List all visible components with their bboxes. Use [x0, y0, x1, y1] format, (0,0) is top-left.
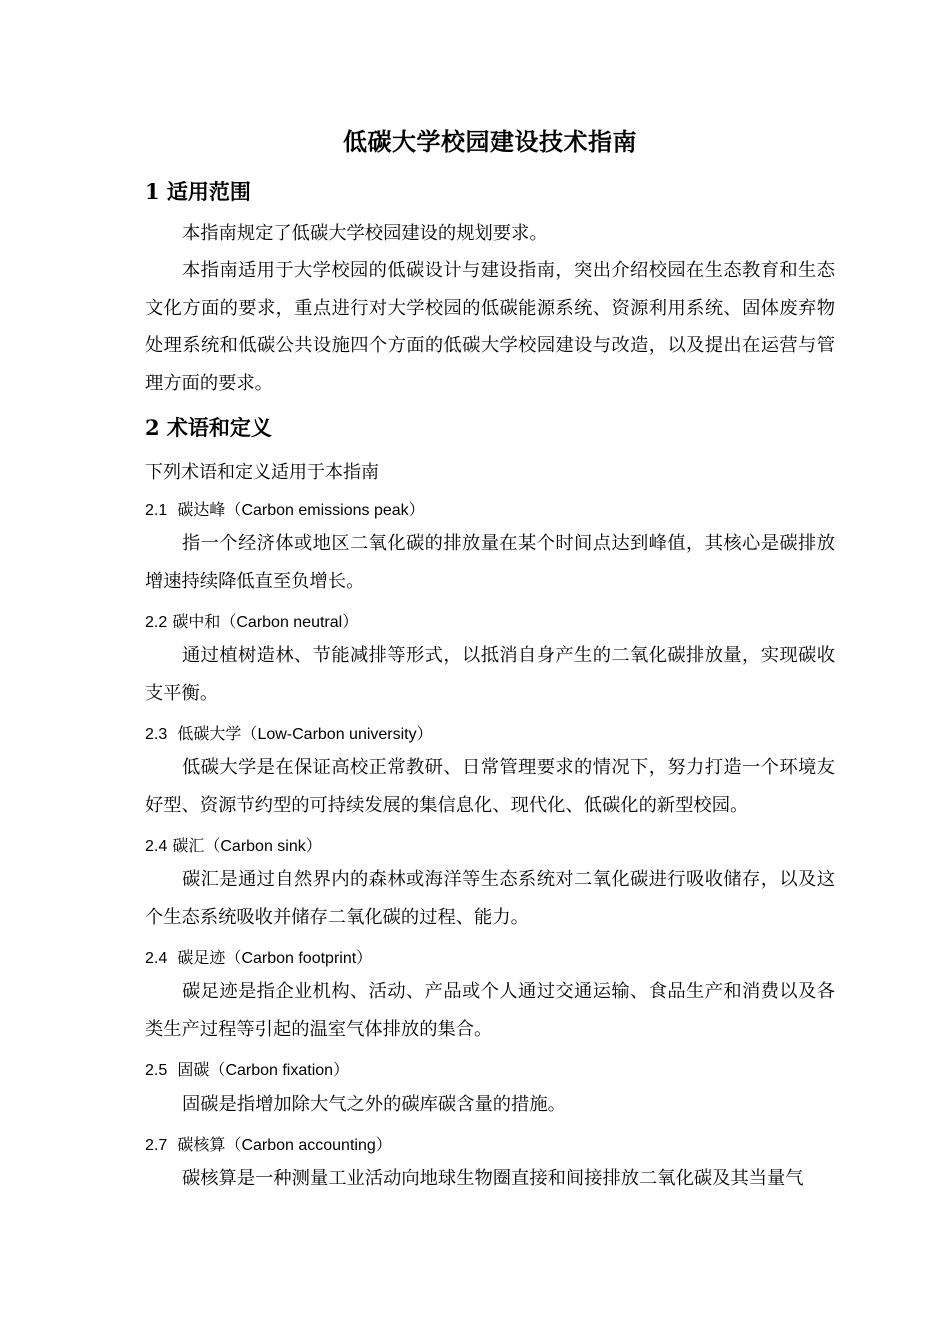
- section-1-paragraph-1: 本指南规定了低碳大学校园建设的规划要求。: [182, 223, 548, 244]
- term-definition: 碳核算是一种测量工业活动向地球生物圈直接和间接排放二氧化碳及其当量气: [182, 1168, 804, 1189]
- term-number: 2.4: [145, 950, 168, 967]
- term-number: 2.3: [145, 726, 168, 743]
- term-cn: 碳中和（: [172, 612, 237, 631]
- term-number: 2.2: [145, 614, 168, 631]
- term-heading: [145, 945, 372, 968]
- term-heading: [145, 721, 433, 744]
- term-close: ）: [416, 724, 433, 743]
- term-number: 2.7: [145, 1137, 168, 1154]
- term-close: ）: [305, 836, 322, 855]
- term-heading: [145, 1057, 349, 1080]
- term-number: 2.5: [145, 1062, 168, 1079]
- term-cn: 低碳大学（: [177, 724, 258, 743]
- term-heading: [145, 609, 358, 632]
- term-en: Carbon footprint: [241, 950, 357, 967]
- term-definition: 碳汇是通过自然界内的森林或海洋等生态系统对二氧化碳进行吸收储存，以及这个生态系统吸收并储存二氧化碳的过程、能力。: [145, 869, 835, 928]
- term-heading: [145, 497, 425, 520]
- section-2-intro: 下列术语和定义适用于本指南: [145, 462, 379, 483]
- term-number: 2.1: [145, 502, 168, 519]
- section-2-heading: 2 术语和定义: [145, 415, 272, 440]
- term-definition: 通过植树造林、节能减排等形式，以抵消自身产生的二氧化碳排放量，实现碳收支平衡。: [145, 645, 835, 704]
- section-1-paragraph-2: 本指南适用于大学校园的低碳设计与建设指南，突出介绍校园在生态教育和生态文化方面的要求，重点进行对大学校园的低碳能源系统、资源利用系统、固体废弃物处理系统和低碳公共设施四个方面的低碳大学校园建设与改造，以及提出在运营与管理方面的要求。: [145, 260, 835, 394]
- term-heading: [145, 833, 322, 856]
- term-cn: 碳汇（: [172, 836, 221, 855]
- term-en: Carbon fixation: [225, 1062, 334, 1079]
- section-1-heading: 1 适用范围: [145, 179, 251, 204]
- term-definition: 碳足迹是指企业机构、活动、产品或个人通过交通运输、食品生产和消费以及各类生产过程等引起的温室气体排放的集合。: [145, 981, 835, 1040]
- term-cn: 碳核算（: [177, 1135, 242, 1154]
- term-en: Carbon sink: [220, 838, 306, 855]
- term-close: ）: [408, 500, 425, 519]
- term-close: ）: [356, 948, 373, 967]
- term-en: Carbon emissions peak: [241, 502, 409, 519]
- term-en: Carbon neutral: [236, 614, 343, 631]
- term-close: ）: [342, 612, 359, 631]
- term-definition: 低碳大学是在保证高校正常教研、日常管理要求的情况下，努力打造一个环境友好型、资源节约型的可持续发展的集信息化、现代化、低碳化的新型校园。: [145, 757, 835, 816]
- term-heading: [145, 1132, 392, 1155]
- document-title: 低碳大学校园建设技术指南: [343, 127, 637, 156]
- term-close: ）: [333, 1060, 350, 1079]
- term-en: Carbon accounting: [241, 1137, 376, 1154]
- term-close: ）: [375, 1135, 392, 1154]
- term-definition: 固碳是指增加除大气之外的碳库碳含量的措施。: [182, 1094, 566, 1115]
- term-cn: 固碳（: [177, 1060, 226, 1079]
- term-definition: 指一个经济体或地区二氧化碳的排放量在某个时间点达到峰值，其核心是碳排放增速持续降低直至负增长。: [145, 533, 835, 592]
- term-cn: 碳足迹（: [177, 948, 242, 967]
- term-en: Low-Carbon university: [257, 726, 417, 743]
- term-cn: 碳达峰（: [177, 500, 242, 519]
- term-number: 2.4: [145, 838, 168, 855]
